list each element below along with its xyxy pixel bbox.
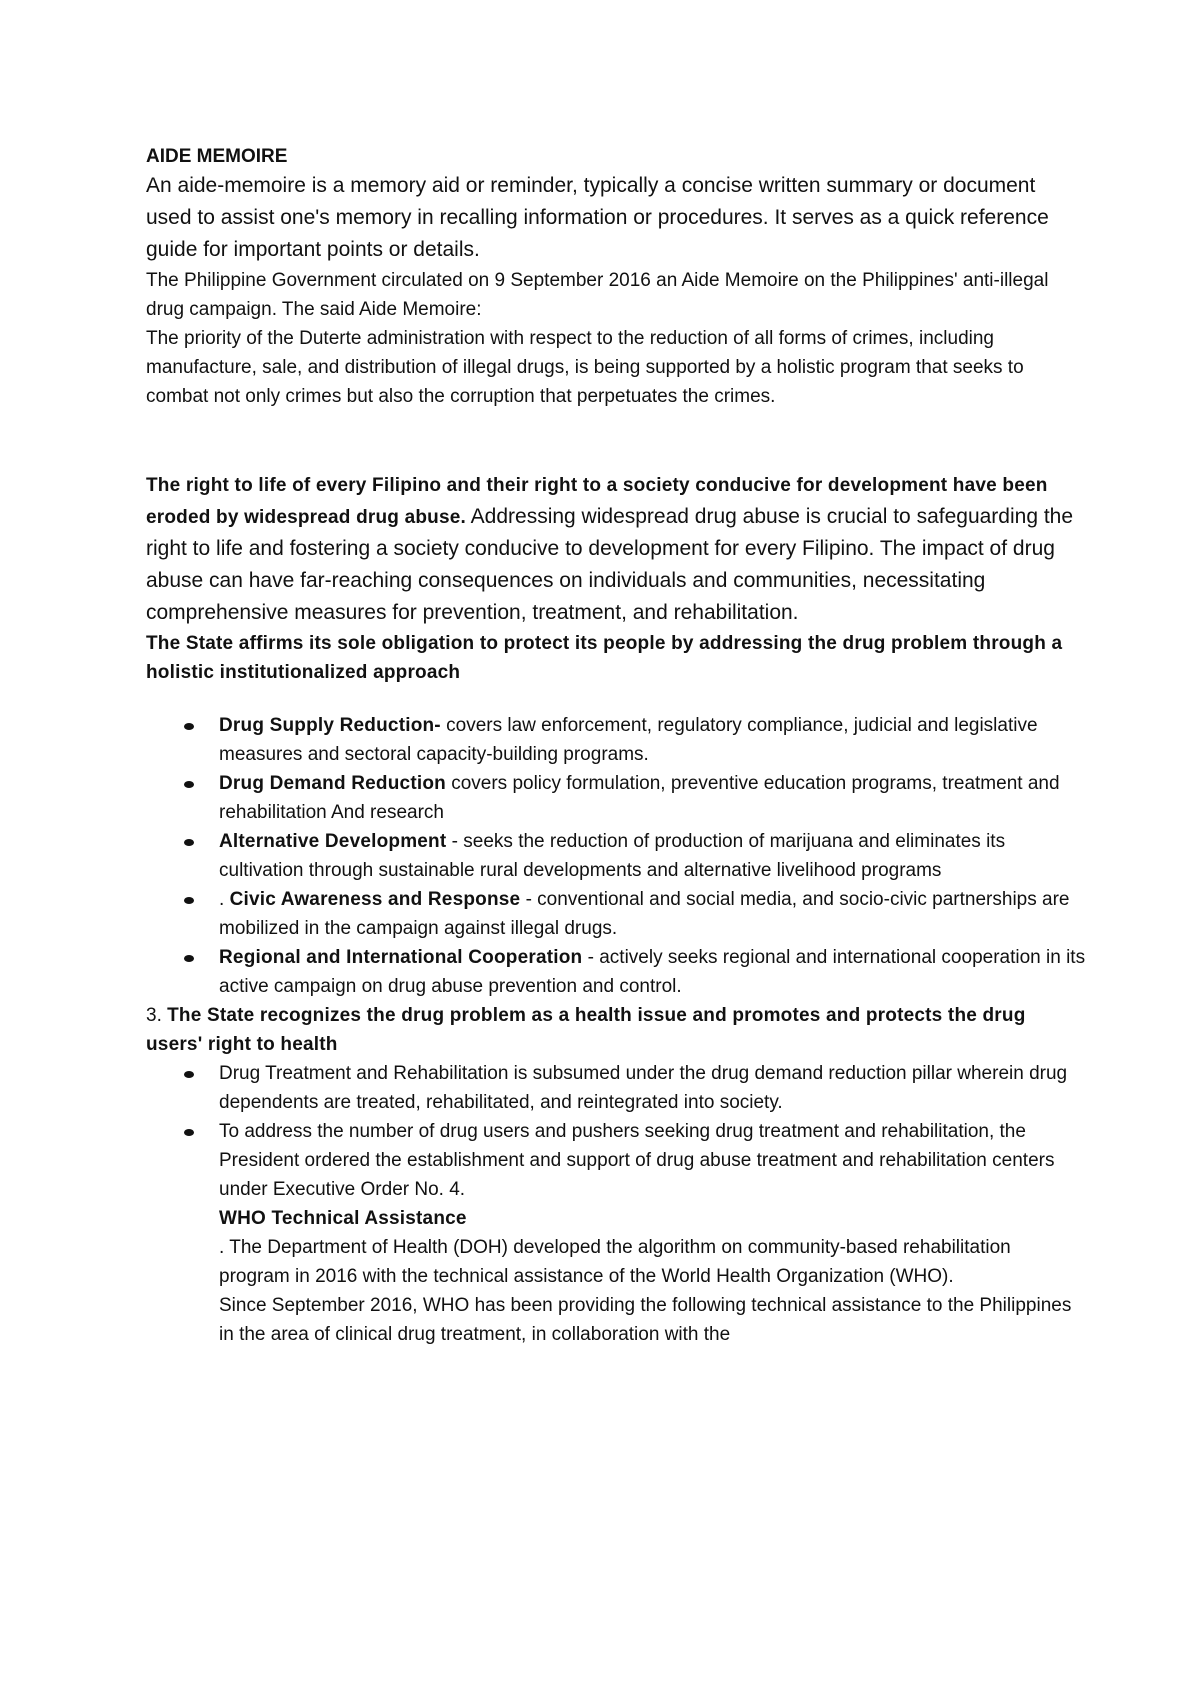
pillar-name: Drug Supply Reduction- xyxy=(219,715,441,736)
pillars-list xyxy=(146,711,1086,1001)
bullet-icon xyxy=(184,897,194,904)
pillar-name: Alternative Development xyxy=(219,831,447,852)
section-3-number: 3. xyxy=(146,1005,168,1026)
bullet-icon xyxy=(184,1129,194,1136)
bullet-icon xyxy=(184,781,194,788)
section-3-heading xyxy=(146,1001,1086,1059)
health-list xyxy=(146,1059,1086,1204)
bullet-icon xyxy=(184,839,194,846)
health-bullet-text: Drug Treatment and Rehabilitation is subsumed under the drug demand reduction pillar wherein drug dependents are treated, rehabilitated, and reintegrated into society. xyxy=(219,1063,1068,1113)
list-item xyxy=(219,827,1086,885)
right-to-life-bold: The right to life of every Filipino and their right to a society conducive for development have been eroded by widespread drug abuse. xyxy=(146,475,1048,528)
pillar-prefix: . xyxy=(219,889,230,910)
intro-paragraph: An aide-memoire is a memory aid or reminder, typically a concise written summary or document used to assist one's memory in recalling information or procedures. It serves as a quick reference guide for important points or details. xyxy=(146,174,1049,261)
pillar-description: covers policy formulation, preventive education programs, treatment and rehabilitation And research xyxy=(219,773,1060,823)
pillar-description: - conventional and social media, and socio-civic partnerships are mobilized in the campaign against illegal drugs. xyxy=(219,889,1070,939)
state-affirms-heading xyxy=(146,629,1086,687)
bullet-icon xyxy=(184,955,194,962)
spacer xyxy=(146,411,1086,469)
pillar-name: Civic Awareness and Response xyxy=(229,889,521,910)
spacer xyxy=(146,687,1086,711)
bullet-icon xyxy=(184,723,194,730)
who-paragraph-1: . The Department of Health (DOH) developed the algorithm on community-based rehabilitation program in 2016 with the technical assistance of the World Health Organization (WHO). xyxy=(219,1237,1011,1287)
who-heading-text: WHO Technical Assistance xyxy=(219,1208,467,1229)
document-body xyxy=(146,144,1086,1349)
list-item xyxy=(219,1117,1086,1204)
pillar-continuation: active campaign on drug abuse prevention and control. xyxy=(219,976,682,997)
pillar-name: Regional and International Cooperation xyxy=(219,947,583,968)
pillar-description: - actively seeks regional and international cooperation in its xyxy=(582,947,1086,968)
pillar-description: covers law enforcement, regulatory compliance, judicial and legislative measures and sectoral capacity-building programs. xyxy=(219,715,1038,765)
pillar-name: Drug Demand Reduction xyxy=(219,773,446,794)
circulation-paragraph: The Philippine Government circulated on 9 September 2016 an Aide Memoire on the Philippines' anti-illegal drug campaign. The said Aide Memoire: xyxy=(146,270,1049,320)
list-item xyxy=(219,1059,1086,1117)
state-affirms-bold: The State affirms its sole obligation to protect its people by addressing the drug problem through a holistic institutionalized approach xyxy=(146,633,1063,683)
list-item xyxy=(219,711,1086,769)
right-to-life-paragraph xyxy=(146,469,1086,629)
pillar-description: - seeks the reduction of production of marijuana and eliminates its cultivation through sustainable rural developments and alternative livelihood programs xyxy=(219,831,1006,881)
who-paragraph-2: Since September 2016, WHO has been providing the following technical assistance to the Philippines in the area of clinical drug treatment, in collaboration with the xyxy=(219,1295,1072,1345)
document-title: AIDE MEMOIRE xyxy=(146,146,288,167)
who-heading xyxy=(146,1204,1086,1233)
list-item xyxy=(219,885,1086,943)
list-item xyxy=(219,943,1086,1001)
right-to-life-text: Addressing widespread drug abuse is crucial to safeguarding the right to life and fostering a society conducive to development for every Filipino. The impact of drug abuse can have far-reaching consequences on individuals and communities, necessitating comprehensive measures for prevention, treatment, and rehabilitation. xyxy=(146,505,1074,624)
bullet-icon xyxy=(184,1071,194,1078)
section-3-title: The State recognizes the drug problem as a health issue and promotes and protects the drug users' right to health xyxy=(146,1005,1026,1055)
priority-paragraph: The priority of the Duterte administration with respect to the reduction of all forms of crimes, including manufacture, sale, and distribution of illegal drugs, is being supported by a holistic program that seeks to combat not only crimes but also the corruption that perpetuates the crimes. xyxy=(146,328,1024,407)
list-item xyxy=(219,769,1086,827)
health-bullet-text: To address the number of drug users and pushers seeking drug treatment and rehabilitation, the President ordered the establishment and support of drug abuse treatment and rehabilitation centers under Executive Order No. 4. xyxy=(219,1121,1055,1200)
